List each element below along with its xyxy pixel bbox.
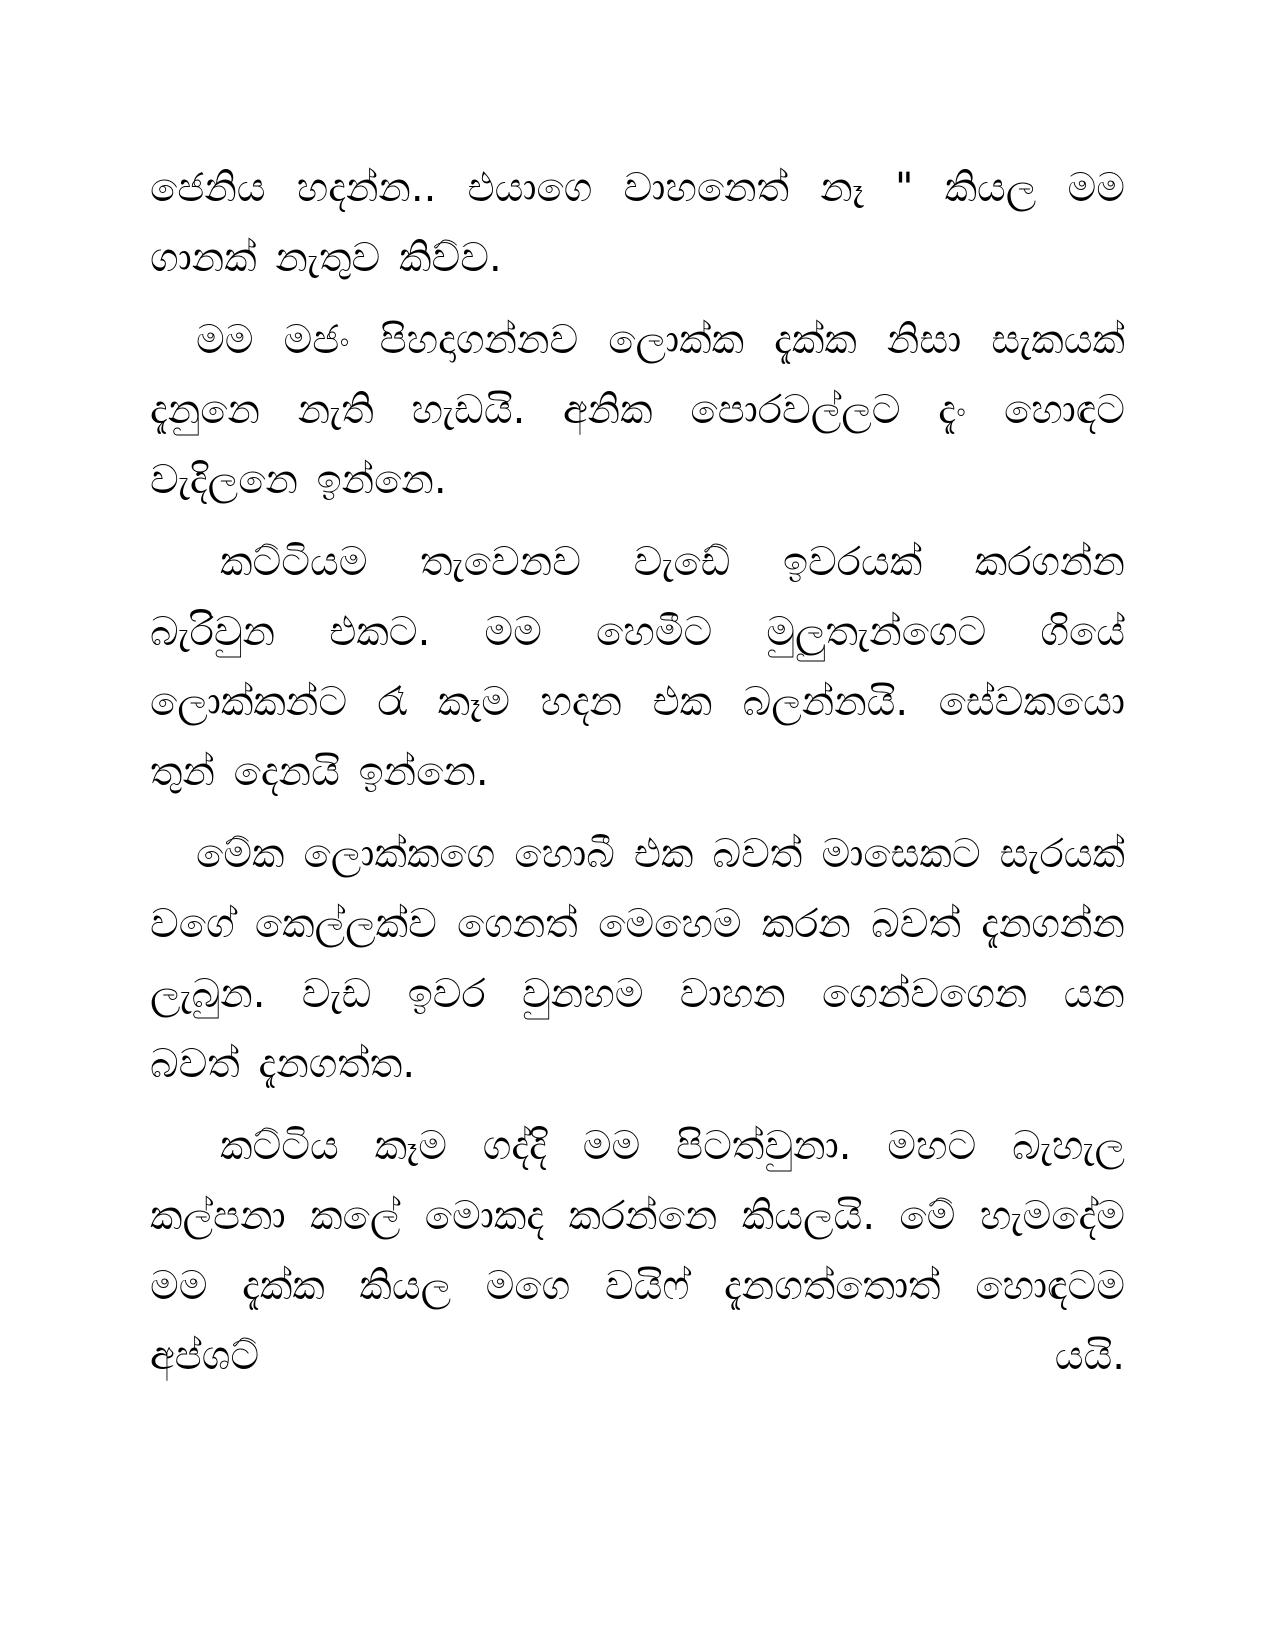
paragraph-2: මම මජං පිහදාගන්නව ලොක්ක දැක්ක නිසා සැකයක් දැනුනෙ නැති හැඩයි. අනික පොරවල්ලට දැං හොඳට වැදිලනෙ ඉන්නෙ. [150, 317, 1125, 503]
body-text [150, 153, 1125, 1403]
paragraph-3: කට්ටියම තැවෙනව වැඩේ ඉවරයක් කරගන්න බැරිවුන එකට. මම හෙමීට මුලුතැන්ගෙට ගියේ ලොක්කන්ට රෑ කෑම හදන එක බලන්නයි. සේවකයො තුන් දෙනයි ඉන්නෙ. [150, 539, 1125, 795]
paragraph-5: කට්ටිය කෑම ගද්දි මම පිටත්වුනා. මහට බැහැල කල්පනා කලේ මොකද කරන්නෙ කියලයි. මේ හැමදේම මම දැක්ක කියල මගෙ වයිෆ් දැනගත්තොත් හොඳටම අප්ශට් යයි. [150, 1123, 1125, 1379]
paragraph-4: මේක ලොක්කගෙ හොබී එක බවත් මාසෙකට සැරයක් වගේ කෙල්ලක්ව ගෙනත් මෙහෙම කරන බවත් දැනගන්න ලැබුන. වැඩ ඉවර වුනහම වාහන ගෙන්වගෙන යන බවත් දැනගත්ත. [150, 831, 1125, 1087]
paragraph-1: ජෙනිය හදන්න.. එයාගෙ වාහනෙත් නෑ " කියල මම ගානක් නැතුව කිව්ව. [150, 165, 1125, 281]
